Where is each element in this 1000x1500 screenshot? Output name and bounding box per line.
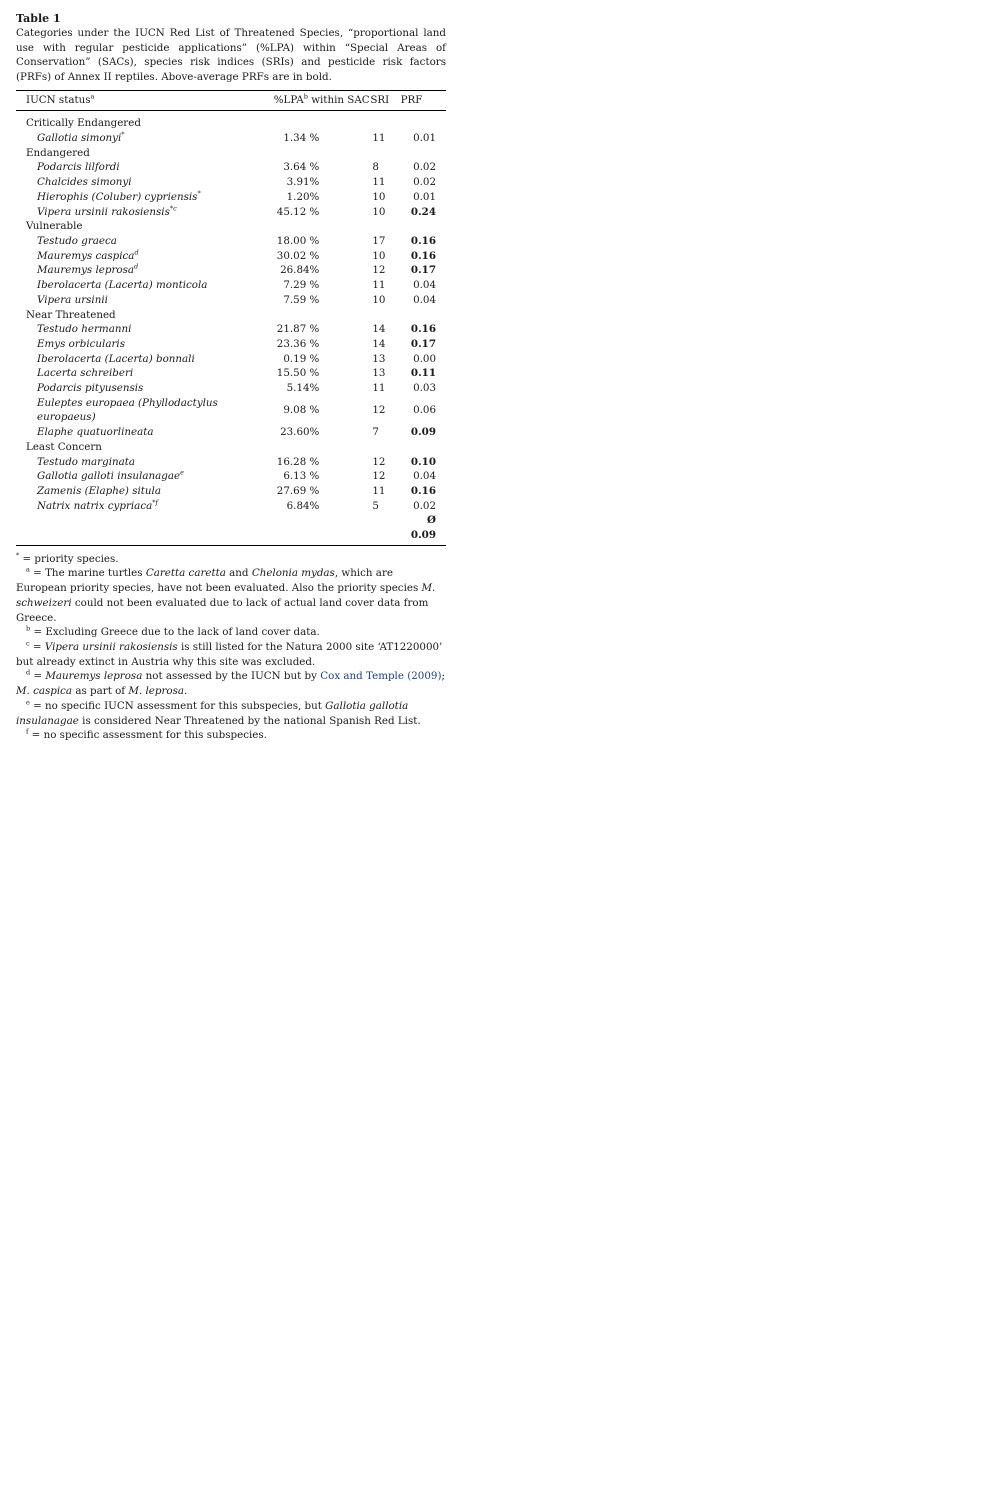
species-name: Elaphe quatuorlineata	[37, 426, 154, 439]
category-row	[16, 219, 446, 234]
footnote-c: $^c$ = Vipera ursinii rakosiensis is still listed for the Natura 2000 site ‘AT1220000’ but already extinct in Austria why this site was excluded.	[16, 639, 443, 668]
prf-value	[401, 146, 446, 161]
category-label: Vulnerable	[26, 220, 83, 233]
table-row	[16, 263, 446, 278]
category-label: Near Threatened	[26, 308, 116, 321]
lpa-value: 3.91%	[286, 176, 320, 189]
lpa-value: 18.00 %	[276, 235, 320, 247]
prf-value: 0.01	[413, 132, 436, 145]
table-row	[16, 484, 446, 499]
footnote-f: $^f$ = no specific assessment for this subspecies.	[26, 727, 267, 742]
prf-value: 0.00	[413, 352, 436, 365]
sri-value: 10	[372, 205, 386, 218]
lpa-value: 7.29 %	[283, 279, 320, 292]
species-name: Podarcis pityusensis	[37, 382, 144, 395]
lpa-value: 0.19 %	[283, 352, 320, 365]
sri-value: 12	[372, 455, 386, 468]
lpa-value: 1.34 %	[283, 132, 320, 145]
category-label: Critically Endangered	[26, 117, 141, 130]
sri-value	[370, 219, 400, 234]
category-row	[16, 308, 446, 323]
sri-value: 7	[372, 426, 379, 439]
lpa-value: 7.59 %	[283, 293, 320, 306]
sri-value: 11	[372, 279, 386, 292]
table-row	[16, 131, 446, 146]
footnote-star: * = priority species.	[16, 551, 119, 565]
prf-value	[401, 308, 446, 323]
sri-value: 14	[372, 337, 386, 350]
table-footnotes	[16, 552, 446, 743]
table-row	[16, 175, 446, 190]
species-name: Chalcides simonyi	[37, 176, 132, 189]
sri-value: 14	[372, 323, 386, 336]
lpa-value: 6.13 %	[283, 470, 320, 483]
species-name: Mauremys caspica$^d$	[37, 248, 139, 262]
sri-value	[370, 440, 400, 455]
species-name: Zamenis (Elaphe) situla	[37, 484, 161, 497]
lpa-value: 16.28 %	[276, 455, 320, 468]
lpa-value	[274, 440, 371, 455]
sri-value: 10	[372, 190, 386, 203]
prf-value: 0.02	[413, 499, 436, 512]
prf-value: 0.02	[413, 176, 436, 189]
lpa-value: 45.12 %	[276, 205, 320, 218]
prf-value: 0.04	[413, 470, 436, 483]
lpa-value: 9.08 %	[283, 404, 320, 417]
species-name: Vipera ursinii rakosiensis$^{*c}$	[37, 204, 177, 218]
sri-value: 11	[372, 132, 386, 145]
table-row	[16, 366, 446, 381]
sri-value	[370, 308, 400, 323]
table-row	[16, 425, 446, 440]
footnote-a: $^a$ = The marine turtles Caretta caretta and Chelonia mydas, which are European priority species, have not been evaluated. Also the priority species M. schweizeri could not been evaluated due to lack of actual land cover data from Greece.	[16, 566, 436, 624]
footnote-e: $^e$ = no specific IUCN assessment for this subspecies, but Gallotia gallotia insulanagae is considered Near Threatened by the national Spanish Red List.	[16, 698, 421, 727]
prf-value	[401, 116, 446, 131]
lpa-value: 30.02 %	[276, 249, 320, 262]
sri-value: 10	[372, 293, 386, 306]
sri-value: 13	[372, 367, 386, 380]
species-name: Vipera ursinii	[37, 293, 108, 306]
prf-value	[401, 440, 446, 455]
species-name: Hierophis (Coluber) cypriensis*	[37, 189, 201, 203]
prf-value: 0.04	[413, 293, 436, 306]
species-table	[16, 90, 446, 545]
table-body	[16, 111, 446, 545]
sri-value: 11	[372, 484, 386, 497]
prf-value: 0.16	[410, 235, 436, 247]
category-row	[16, 440, 446, 455]
prf-value	[401, 219, 446, 234]
species-name	[16, 513, 274, 545]
species-name: Testudo hermanni	[37, 323, 132, 336]
citation-link[interactable]: Cox and Temple (2009)	[320, 670, 442, 683]
table-row	[16, 337, 446, 352]
average-row	[16, 513, 446, 545]
lpa-value: 27.69 %	[276, 484, 320, 497]
header-lpa: %LPA$^b$ within SAC	[274, 91, 371, 111]
table-row	[16, 322, 446, 337]
table-figure	[16, 12, 446, 743]
table-row	[16, 249, 446, 264]
species-name: Emys orbicularis	[37, 337, 125, 350]
lpa-value	[274, 116, 371, 131]
species-name: Gallotia galloti insulanagae$^e$	[37, 468, 184, 483]
sri-value	[370, 116, 400, 131]
sri-value: 11	[372, 382, 386, 395]
header-iucn-status: IUCN status$^a$	[16, 91, 274, 111]
lpa-value: 6.84%	[286, 499, 320, 512]
lpa-value	[274, 513, 371, 545]
category-row	[16, 146, 446, 161]
table-row	[16, 293, 446, 308]
prf-value: 0.16	[410, 323, 436, 336]
species-name: Podarcis lilfordi	[37, 161, 120, 174]
sri-value: 10	[372, 249, 386, 262]
lpa-value: 1.20%	[286, 190, 320, 203]
prf-value: 0.09	[410, 426, 436, 439]
sri-value: 17	[372, 235, 386, 247]
table-row	[16, 352, 446, 367]
lpa-value: 23.60%	[280, 426, 320, 439]
species-name: Iberolacerta (Lacerta) bonnali	[37, 352, 195, 365]
prf-value: Ø 0.09	[401, 513, 446, 545]
sri-value: 13	[372, 352, 386, 365]
table-row	[16, 381, 446, 396]
prf-value: 0.16	[410, 484, 436, 497]
table-row	[16, 234, 446, 249]
footnote-d: $^d$ = Mauremys leprosa not assessed by the IUCN but by Cox and Temple (2009); M. caspica as part of M. leprosa.	[16, 668, 445, 698]
table-row	[16, 396, 446, 425]
sri-value: 8	[372, 161, 379, 174]
lpa-value: 5.14%	[286, 382, 320, 395]
table-header-row	[16, 91, 446, 111]
prf-value: 0.02	[413, 161, 436, 174]
sri-value	[370, 513, 400, 545]
prf-value: 0.06	[413, 404, 436, 417]
sri-value: 5	[372, 499, 379, 512]
species-name: Gallotia simonyi*	[37, 130, 125, 145]
table-caption: Categories under the IUCN Red List of Threatened Species, “proportional land use with regular pesticide applications” (%LPA) within “Special Areas of Conservation” (SACs), species risk indices (SRIs) and pesticide risk factors (PRFs) of Annex II reptiles. Above-average PRFs are in bold.	[16, 27, 446, 83]
sri-value: 11	[372, 176, 386, 189]
sri-value: 12	[372, 404, 386, 417]
species-name: Testudo marginata	[37, 455, 136, 468]
category-label: Endangered	[26, 146, 90, 159]
lpa-value	[274, 219, 371, 234]
sri-value: 12	[372, 264, 386, 277]
lpa-value: 23.36 %	[276, 337, 320, 350]
sri-value	[370, 146, 400, 161]
table-row	[16, 499, 446, 514]
prf-value: 0.17	[410, 264, 436, 277]
table-row	[16, 160, 446, 175]
lpa-value	[274, 308, 371, 323]
prf-value: 0.01	[413, 190, 436, 203]
species-name: Iberolacerta (Lacerta) monticola	[37, 279, 208, 292]
lpa-value: 15.50 %	[276, 367, 320, 380]
table-row	[16, 278, 446, 293]
species-name: Euleptes europaea (Phyllodactylus europaeus)	[37, 396, 218, 424]
prf-value: 0.17	[410, 337, 436, 350]
table-row	[16, 190, 446, 205]
lpa-value: 3.64 %	[283, 161, 320, 174]
species-name: Natrix natrix cypriaca$^{*f}$	[37, 498, 158, 512]
sri-value: 12	[372, 470, 386, 483]
lpa-value: 26.84%	[280, 264, 320, 277]
lpa-value	[274, 146, 371, 161]
prf-value: 0.24	[410, 205, 436, 218]
category-row	[16, 116, 446, 131]
species-name: Lacerta schreiberi	[37, 367, 134, 380]
prf-value: 0.04	[413, 279, 436, 292]
header-sri: SRI	[370, 91, 400, 111]
prf-value: 0.16	[410, 249, 436, 262]
header-prf: PRF	[401, 91, 446, 111]
table-label: Table 1	[16, 12, 61, 25]
table-row	[16, 469, 446, 484]
species-name: Mauremys leprosa$^d$	[37, 262, 139, 277]
prf-value: 0.11	[410, 367, 436, 380]
prf-value: 0.10	[410, 455, 436, 468]
prf-value: 0.03	[413, 382, 436, 395]
species-name: Testudo graeca	[37, 235, 117, 247]
footnote-b: $^b$ = Excluding Greece due to the lack of land cover data.	[26, 624, 320, 639]
table-row	[16, 205, 446, 220]
category-label: Least Concern	[26, 440, 102, 453]
lpa-value: 21.87 %	[276, 323, 320, 336]
table-row	[16, 455, 446, 470]
